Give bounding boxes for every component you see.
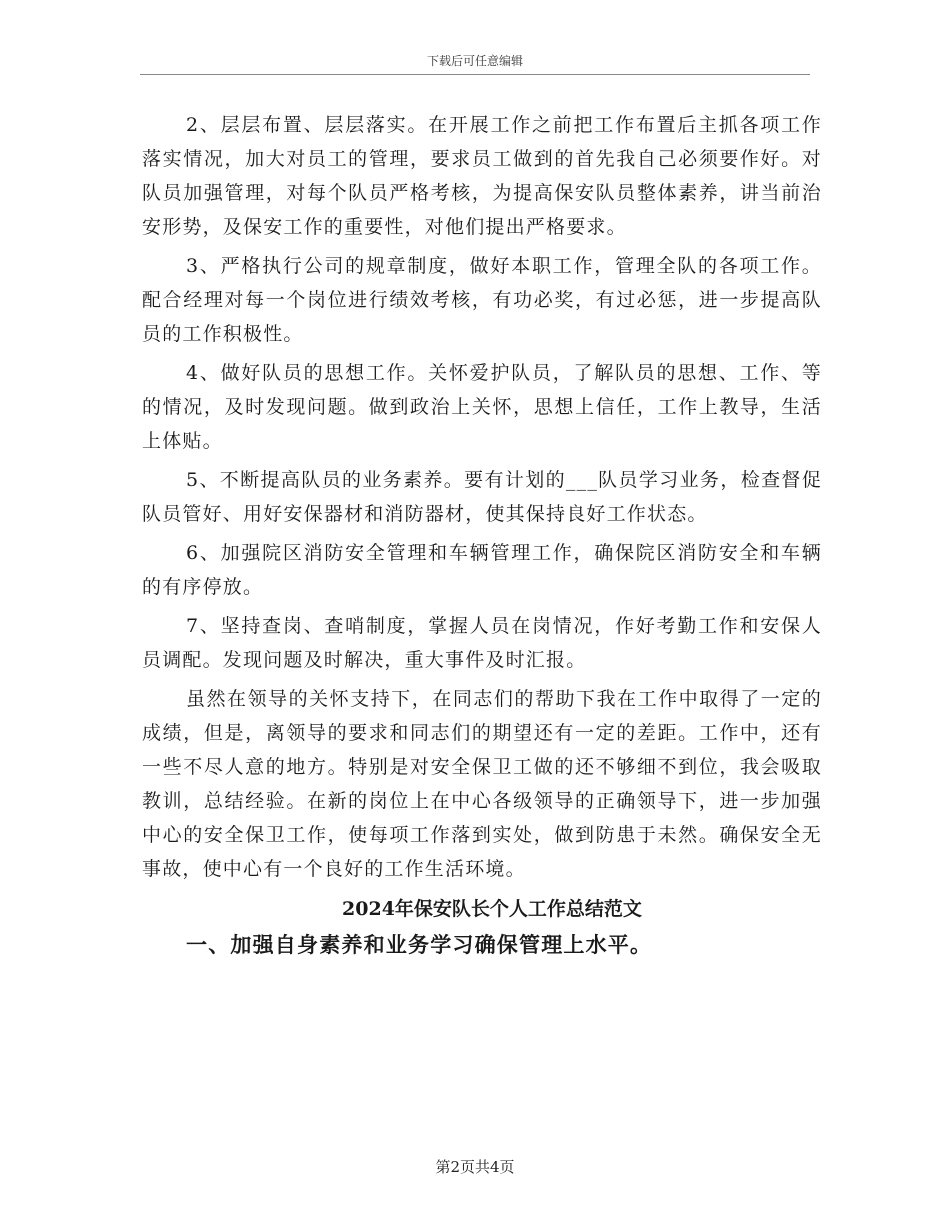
section-heading: 一、加强自身素养和业务学习确保管理上水平。 — [186, 932, 653, 957]
document-body — [142, 108, 822, 963]
paragraph-item-4: 4、做好队员的思想工作。关怀爱护队员，了解队员的思想、工作、等的情况，及时发现问题。做到政治上关怀，思想上信任，工作上教导，生活上体贴。 — [142, 362, 822, 452]
page-header: 下载后可任意编辑 — [426, 54, 523, 68]
paragraph-item-2: 2、层层布置、层层落实。在开展工作之前把工作布置后主抓各项工作落实情况，加大对员工的管理，要求员工做到的首先我自己必须要作好。对队员加强管理，对每个队员严格考核，为提高保安队员整体素养，讲当前治安形势，及保安工作的重要性，对他们提出严格要求。 — [142, 114, 822, 238]
paragraph-item-5: 5、不断提高队员的业务素养。要有计划的___队员学习业务，检查督促队员管好、用好安保器材和消防器材，使其保持良好工作状态。 — [142, 469, 822, 525]
header-divider — [140, 74, 810, 75]
paragraph-item-7: 7、坚持查岗、查哨制度，掌握人员在岗情况，作好考勤工作和安保人员调配。发现问题及时解决，重大事件及时汇报。 — [142, 615, 822, 671]
paragraph-conclusion: 虽然在领导的关怀支持下，在同志们的帮助下我在工作中取得了一定的成绩，但是，离领导的要求和同志们的期望还有一定的差距。工作中，还有一些不尽人意的地方。特别是对安全保卫工做的还不够细不到位，我会吸取教训，总结经验。在新的岗位上在中心各级领导的正确领导下，进一步加强中心的安全保卫工作，使每项工作落到实处，做到防患于未然。确保安全无事故，使中心有一个良好的工作生活环境。 — [142, 688, 822, 880]
paragraph-item-6: 6、加强院区消防安全管理和车辆管理工作，确保院区消防安全和车辆的有序停放。 — [142, 542, 822, 598]
page-number-footer: 第2页共4页 — [435, 1158, 515, 1176]
document-title: 2024年保安队长个人工作总结范文 — [342, 898, 642, 920]
paragraph-item-3: 3、严格执行公司的规章制度，做好本职工作，管理全队的各项工作。配合经理对每一个岗位进行绩效考核，有功必奖，有过必惩，进一步提高队员的工作积极性。 — [142, 255, 822, 345]
